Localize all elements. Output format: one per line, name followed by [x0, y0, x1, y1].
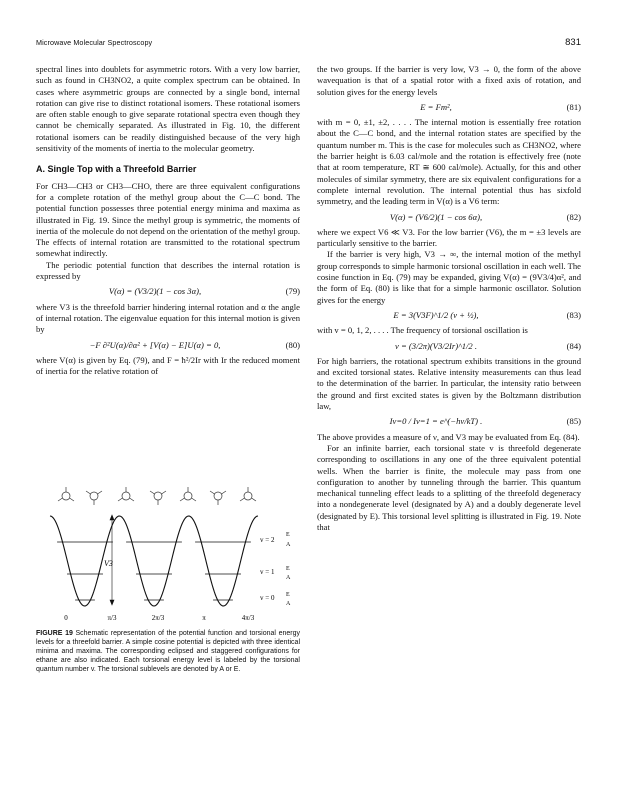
equation-83-body: E = 3(V3F)^1/2 (v + ½), — [393, 309, 479, 320]
left-column — [36, 64, 300, 377]
sublevel-e-v2: E — [286, 532, 290, 538]
equation-84-body: ν = (3/2π)(V3/2Ir)^1/2 . — [395, 340, 477, 351]
equation-82-body: V(α) = (V6/2)(1 − cos 6α), — [389, 211, 483, 222]
level-label-v2: v = 2 — [260, 536, 275, 544]
potential-diagram — [36, 482, 300, 630]
right-paragraph-6: For high barriers, the rotational spectrum exhibits transitions in the ground and excited torsional states. Relative intensity measurements can thus lead to the determination of the barrier. In particular, the intensity ratio between the ground and first excited states is given by the Boltzmann distribution law, — [317, 355, 581, 412]
equation-81-number: (81) — [566, 101, 581, 112]
equation-83-number: (83) — [566, 309, 581, 320]
ethane-eclipsed-4 — [240, 487, 256, 501]
running-head: Microwave Molecular Spectroscopy — [36, 38, 153, 47]
right-paragraph-1: the two groups. If the barrier is very low, V3 → 0, the form of the above wavequation is that of a spatial rotor with a fixed axis of rotation, and solution gives for the energy levels — [317, 64, 581, 97]
left-paragraph-2: For CH3—CH3 or CH3—CHO, there are three equivalent configurations for a complete rotation of the methyl group about the C—C bond. The potential function possesses three potential energy minima and maxima as illustrated in Fig. 19. Since the methyl group is symmetric, the moments of inertia of the molecule do not depend on the orientation of the methyl group. The effects of internal rotation are transmitted to the rotational spectrum somewhat indirectly. — [36, 180, 300, 259]
figure-19 — [36, 482, 300, 630]
equation-82-number: (82) — [566, 211, 581, 222]
equation-80 — [36, 340, 300, 351]
ethane-eclipsed-1 — [58, 487, 74, 501]
potential-curve — [50, 516, 258, 606]
sublevel-a-v0: A — [286, 601, 291, 607]
ethane-staggered-1 — [86, 491, 102, 505]
equation-82 — [317, 212, 581, 223]
x-tick-3: π — [202, 614, 206, 622]
equation-80-number: (80) — [285, 339, 300, 350]
equation-83 — [317, 310, 581, 321]
equation-79 — [36, 286, 300, 297]
level-label-v0: v = 0 — [260, 594, 275, 602]
sublevel-a-v1: A — [286, 575, 291, 581]
right-paragraph-5: with v = 0, 1, 2, . . . . The frequency of torsional oscillation is — [317, 325, 528, 336]
equation-80-body: −F ∂²U(α)/∂α² + [V(α) − E]U(α) = 0, — [89, 339, 221, 350]
right-column — [317, 64, 581, 533]
caption-label: FIGURE 19 — [36, 630, 73, 637]
energy-levels — [57, 542, 251, 600]
page-header — [36, 38, 581, 52]
equation-84-number: (84) — [566, 340, 581, 351]
right-paragraph-3: where we expect V6 ≪ V3. For the low barrier (V6), the m = ±3 levels are particularly sensitive to the barrier. — [317, 226, 581, 249]
left-paragraph-1: spectral lines into doublets for asymmetric rotors. With a very low barrier, such as found in CH3NO2, a quite complex spectrum can be obtained. In cases where asymmetric groups are connected by a single bond, internal rotation can give rise to distinct rotational isomers. These rotational isomers are often stable enough to give separate rotational spectra even though they cannot be chemically separated. As illustrated in Fig. 10, the different rotational isomers can be readily distinguished because of the very high sensitivity of the moments of inertia to the molecular geometry. — [36, 64, 300, 154]
left-paragraph-5: where V(α) is given by Eq. (79), and F = ħ²/2Ir with Ir the reduced moment of inertia for the relative rotation of — [36, 354, 300, 377]
equation-85-body: Iv=0 / Iv=1 = e^(−hν/kT) . — [389, 416, 483, 427]
equation-79-number: (79) — [285, 286, 300, 297]
right-paragraph-4: If the barrier is very high, V3 → ∞, the internal motion of the methyl group corresponds to simple harmonic torsional oscillation in each well. The cosine function in Eq. (79) may be expanded, giving V(α) = (9V3/4)α², and the form of Eq. (80) is like that for a simple harmonic oscillator. Solution gives for the energy — [317, 249, 581, 305]
equation-84 — [317, 341, 581, 352]
left-paragraph-3: The periodic potential function that describes the internal rotation is expressed by — [36, 259, 300, 282]
ethane-eclipsed-3 — [180, 487, 196, 501]
x-tick-4: 4π/3 — [241, 614, 255, 622]
x-tick-1: π/3 — [107, 614, 117, 622]
equation-81-body: E = Fm², — [420, 101, 452, 112]
level-label-v1: v = 1 — [260, 568, 275, 576]
figure-caption — [36, 630, 300, 675]
ethane-eclipsed-2 — [118, 487, 134, 501]
sublevel-e-v0: E — [286, 592, 290, 598]
right-paragraph-2: with m = 0, ±1, ±2, . . . . The internal motion is essentially free rotation about the C—C bond, and the internal rotation states are specified by the quantum number m. This is the case for molecules such as CH3NO2, where the barrier height is 6.03 cal/mole and the rotation is effectively free (note that at room temperature, RT ≅ 600 cal/mole). Actually, for this and other molecules of similar symmetry, there are six equivalent configurations for a complete internal revolution. The internal potential thus has sixfold symmetry, and the leading term in V(α) is a V6 term: — [317, 117, 581, 207]
x-tick-0: 0 — [64, 614, 68, 622]
left-paragraph-4: where V3 is the threefold barrier hindering internal rotation and α the angle of internal rotation. The eigenvalue equation for this internal motion is given by — [36, 301, 300, 335]
right-paragraph-8: For an infinite barrier, each torsional state v is threefold degenerate corresponding to oscillations in any one of the three equivalent potential wells. When the barrier is finite, the molecule may pass from one configuration to another by tunneling through the barrier. This quantum mechanical tunneling effect leads to a splitting of the threefold degeneracy into a nondegenerate level (designated by A) and a doubly degenerate level (designated by E). This torsional level splitting is illustrated in Fig. 19. Note that — [317, 442, 581, 532]
ethane-staggered-3 — [210, 491, 226, 505]
page-number: 831 — [565, 37, 581, 48]
caption-text: Schematic representation of the potential function and torsional energy levels for a threefold barrier. A simple cosine potential is depicted with three identical minima and maxima. The corresponding eclipsed and staggered configurations for ethane are also indicated. Each torsional energy level is labeled by the torsional quantum number v. The torsional sublevels are denoted by A or E. — [36, 630, 300, 673]
ethane-staggered-2 — [150, 491, 166, 505]
sublevel-a-v2: A — [286, 542, 291, 548]
equation-85 — [317, 416, 581, 427]
barrier-label: V3 — [104, 559, 113, 568]
equation-79-body: V(α) = (V3/2)(1 − cos 3α), — [108, 286, 202, 297]
ethane-configurations — [58, 487, 256, 505]
equation-85-number: (85) — [566, 416, 581, 427]
equation-81 — [317, 102, 581, 113]
right-paragraph-7: The above provides a measure of ν, and V3 may be evaluated from Eq. (84). — [317, 431, 580, 442]
x-tick-2: 2π/3 — [151, 614, 165, 622]
sublevel-e-v1: E — [286, 566, 290, 572]
section-heading: A. Single Top with a Threefold Barrier — [36, 164, 197, 175]
